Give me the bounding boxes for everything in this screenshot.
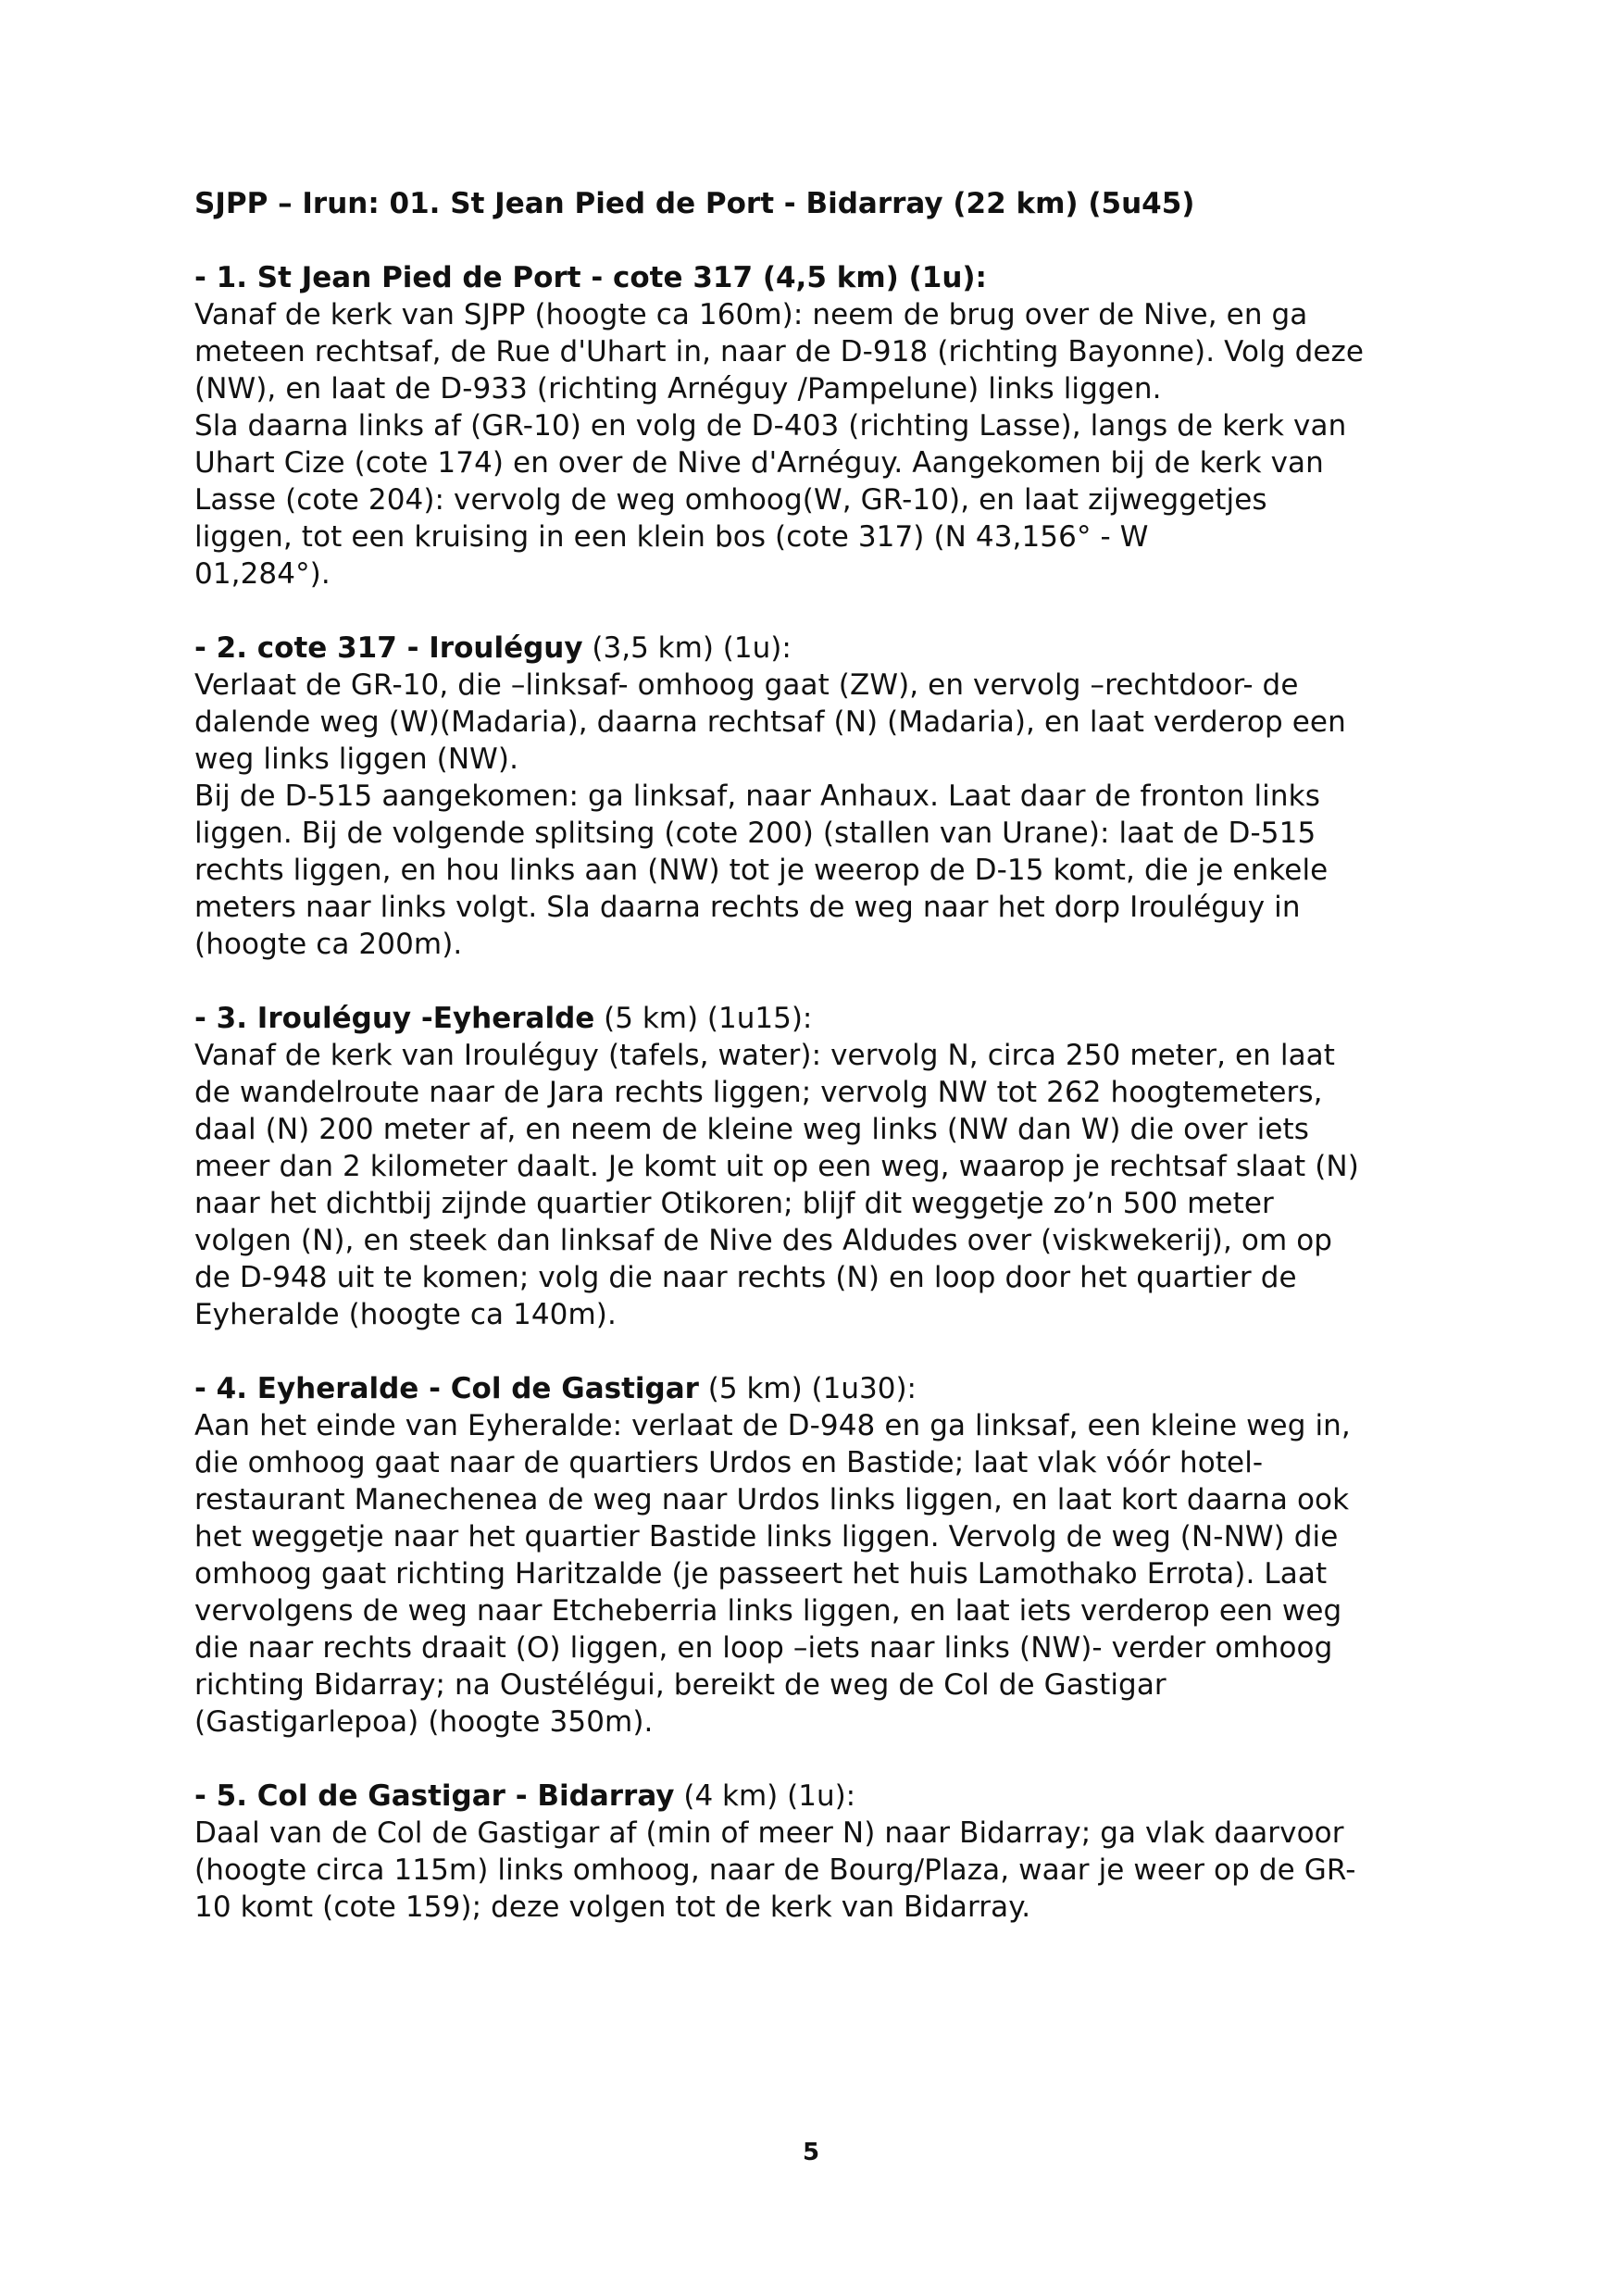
text-line: 10 komt (cote 159); deze volgen tot de kerk van Bidarray.: [194, 1890, 1031, 1924]
text-line: meteen rechtsaf, de Rue d'Uhart in, naar de D-918 (richting Bayonne). Volg deze: [194, 335, 1365, 368]
text-line: Lasse (cote 204): vervolg de weg omhoog(W, GR-10), en laat zijweggetjes: [194, 483, 1267, 517]
stage-section: [194, 259, 1463, 593]
text-line: Verlaat de GR-10, die –linksaf- omhoog gaat (ZW), en vervolg –rechtdoor- de: [194, 668, 1299, 702]
text-line: volgen (N), en steek dan linksaf de Nive des Aldudes over (viskwekerij), om op: [194, 1224, 1333, 1257]
stage-section: [194, 630, 1463, 963]
text-line: die omhoog gaat naar de quartiers Urdos en Bastide; laat vlak vóór hotel-: [194, 1446, 1264, 1479]
stage-heading: [194, 259, 1463, 296]
stage-heading: [194, 1000, 1463, 1037]
text-line: meer dan 2 kilometer daalt. Je komt uit op een weg, waarop je rechtsaf slaat (N): [194, 1150, 1359, 1183]
text-line: Eyheralde (hoogte ca 140m).: [194, 1298, 617, 1331]
stage-sections: [194, 259, 1463, 1926]
text-line: (Gastigarlepoa) (hoogte 350m).: [194, 1705, 654, 1739]
stage-heading-distance-time: (4 km) (1u):: [674, 1779, 856, 1813]
text-line: Bij de D-515 aangekomen: ga linksaf, naar Anhaux. Laat daar de fronton links: [194, 780, 1320, 813]
stage-heading-bold: - 1. St Jean Pied de Port - cote 317 (4,5 km) (1u):: [194, 261, 987, 294]
text-line: (NW), en laat de D-933 (richting Arnéguy /Pampelune) links liggen.: [194, 372, 1162, 406]
route-description-paragraph: [194, 1815, 1463, 1926]
text-line: de D-948 uit te komen; volg die naar rechts (N) en loop door het quartier de: [194, 1261, 1297, 1294]
text-line: meters naar links volgt. Sla daarna rechts de weg naar het dorp Irouléguy in: [194, 891, 1301, 924]
stage-heading-distance-time: (5 km) (1u30):: [698, 1372, 917, 1405]
text-line: die naar rechts draait (O) liggen, en loop –iets naar links (NW)- verder omhoog: [194, 1631, 1333, 1665]
document-title: SJPP – Irun: 01. St Jean Pied de Port - Bidarray (22 km) (5u45): [194, 187, 1195, 220]
stage-section: [194, 1370, 1463, 1741]
text-line: de wandelroute naar de Jara rechts liggen; vervolg NW tot 262 hoogtemeters,: [194, 1076, 1323, 1109]
text-line: rechts liggen, en hou links aan (NW) tot je weerop de D-15 komt, die je enkele: [194, 854, 1329, 887]
text-line: naar het dichtbij zijnde quartier Otikoren; blijf dit weggetje zo’n 500 meter: [194, 1187, 1274, 1220]
route-description-paragraph: [194, 407, 1463, 593]
stage-heading-distance-time: (3,5 km) (1u):: [582, 631, 792, 665]
stage-section: [194, 1778, 1463, 1926]
text-line: dalende weg (W)(Madaria), daarna rechtsaf (N) (Madaria), en laat verderop een: [194, 705, 1346, 739]
stage-heading-bold: - 5. Col de Gastigar - Bidarray: [194, 1779, 675, 1813]
text-line: Sla daarna links af (GR-10) en volg de D-403 (richting Lasse), langs de kerk van: [194, 409, 1347, 443]
route-description-paragraph: [194, 1037, 1463, 1333]
stage-heading: [194, 1370, 1463, 1407]
text-line: Daal van de Col de Gastigar af (min of meer N) naar Bidarray; ga vlak daarvoor: [194, 1816, 1344, 1850]
text-line: daal (N) 200 meter af, en neem de kleine weg links (NW dan W) die over iets: [194, 1113, 1309, 1146]
stage-heading-bold: - 3. Irouléguy -Eyheralde: [194, 1002, 595, 1035]
text-line: Uhart Cize (cote 174) en over de Nive d'Arnéguy. Aangekomen bij de kerk van: [194, 446, 1324, 480]
route-description-paragraph: [194, 667, 1463, 778]
document-page: [194, 185, 1463, 1963]
text-line: het weggetje naar het quartier Bastide links liggen. Vervolg de weg (N-NW) die: [194, 1520, 1339, 1554]
text-line: restaurant Manechenea de weg naar Urdos links liggen, en laat kort daarna ook: [194, 1483, 1350, 1516]
text-line: (hoogte ca 200m).: [194, 928, 463, 961]
stage-heading: [194, 1778, 1463, 1815]
text-line: Vanaf de kerk van SJPP (hoogte ca 160m): neem de brug over de Nive, en ga: [194, 298, 1308, 331]
page-number: 5: [802, 2139, 820, 2166]
route-description-paragraph: [194, 296, 1463, 407]
text-line: richting Bidarray; na Oustélégui, bereikt de weg de Col de Gastigar: [194, 1668, 1167, 1702]
stage-heading-bold: - 2. cote 317 - Irouléguy: [194, 631, 583, 665]
text-line: omhoog gaat richting Haritzalde (je passeert het huis Lamothako Errota). Laat: [194, 1557, 1328, 1591]
text-line: Vanaf de kerk van Irouléguy (tafels, water): vervolg N, circa 250 meter, en laat: [194, 1039, 1336, 1072]
stage-heading-bold: - 4. Eyheralde - Col de Gastigar: [194, 1372, 699, 1405]
stage-heading-distance-time: (5 km) (1u15):: [594, 1002, 813, 1035]
stage-section: [194, 1000, 1463, 1333]
text-line: liggen, tot een kruising in een klein bos (cote 317) (N 43,156° - W: [194, 520, 1149, 554]
route-description-paragraph: [194, 1407, 1463, 1741]
stage-heading: [194, 630, 1463, 667]
text-line: weg links liggen (NW).: [194, 742, 519, 776]
route-description-paragraph: [194, 778, 1463, 963]
text-line: vervolgens de weg naar Etcheberria links liggen, en laat iets verderop een weg: [194, 1594, 1342, 1628]
text-line: 01,284°).: [194, 557, 331, 591]
text-line: (hoogte circa 115m) links omhoog, naar de Bourg/Plaza, waar je weer op de GR-: [194, 1853, 1356, 1887]
text-line: liggen. Bij de volgende splitsing (cote 200) (stallen van Urane): laat de D-515: [194, 817, 1316, 850]
text-line: Aan het einde van Eyheralde: verlaat de D-948 en ga linksaf, een kleine weg in,: [194, 1409, 1351, 1442]
